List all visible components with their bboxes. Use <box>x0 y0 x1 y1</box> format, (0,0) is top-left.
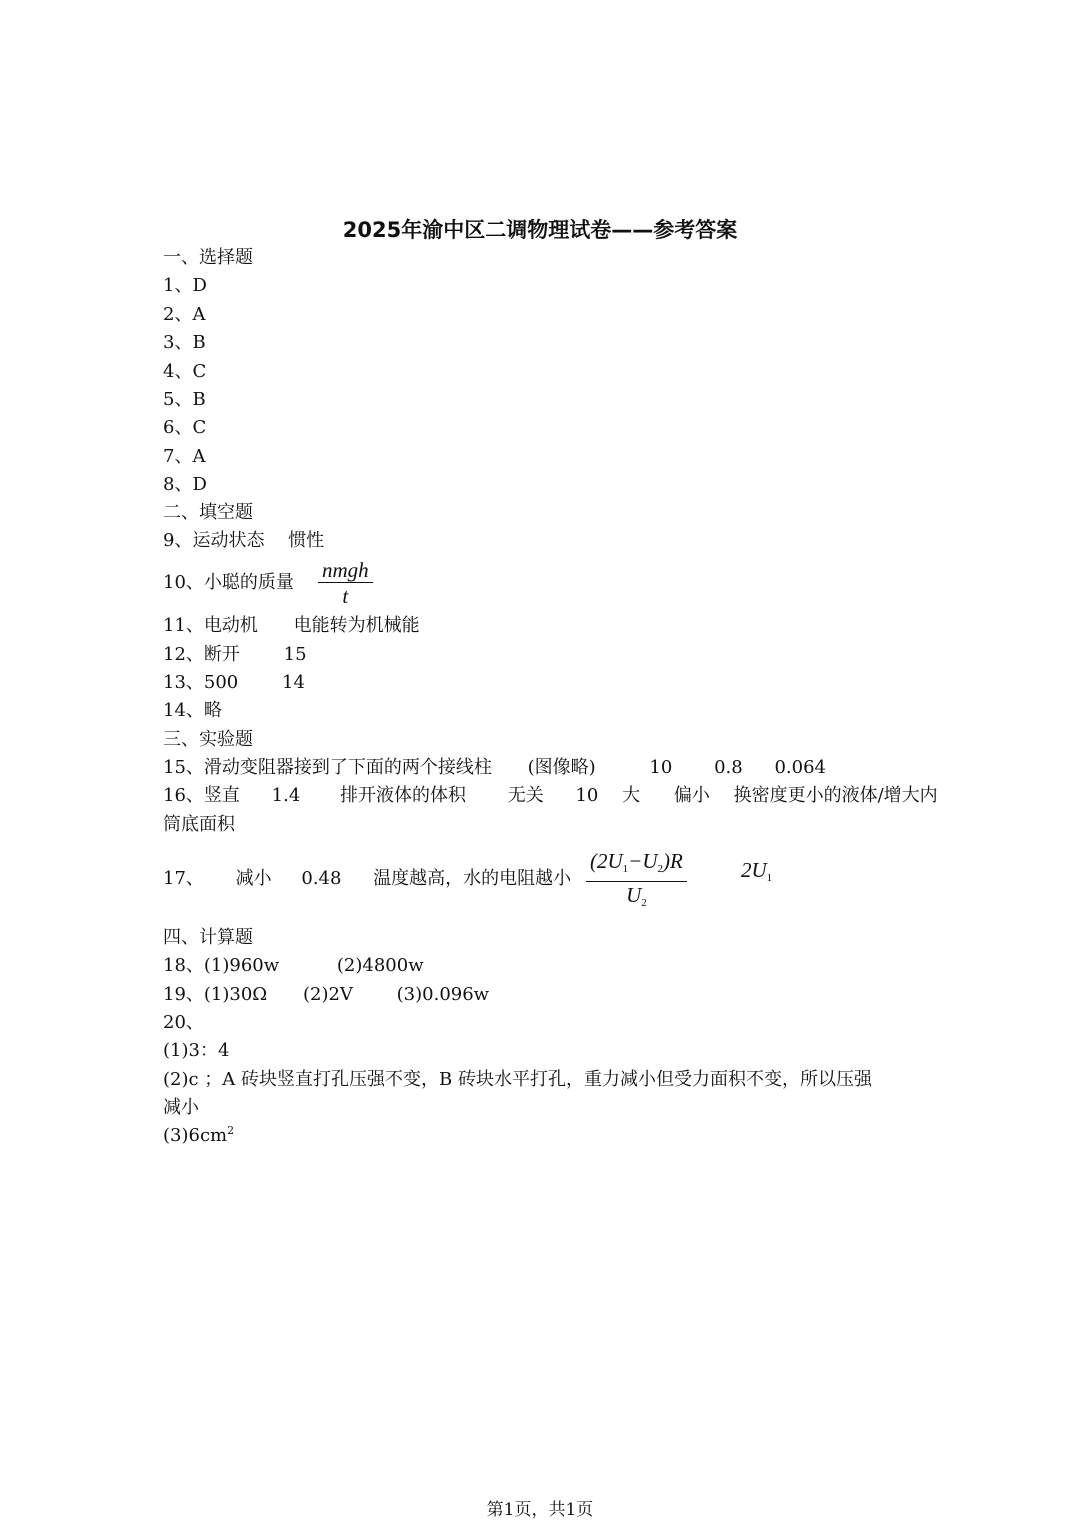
page-title: 2025年渝中区二调物理试卷——参考答案 <box>342 218 738 242</box>
answer-part: 0.064 <box>774 757 826 778</box>
answer-line-q14: 14、略 <box>163 700 222 721</box>
subscript: 1 <box>766 872 773 884</box>
answer-line-q11 <box>163 612 420 640</box>
answer-line-q20-1: (1)3：4 <box>163 1040 230 1061</box>
answer-line-q17 <box>163 865 571 893</box>
answer-part: 14 <box>282 672 305 693</box>
answer-part: 10 <box>649 757 673 778</box>
answer-part: 11、电动机 <box>163 615 258 636</box>
answer-line: 6、C <box>163 417 207 438</box>
answer-part: 0.48 <box>301 868 342 889</box>
fraction-q17 <box>586 849 687 916</box>
answer-line: 8、D <box>163 474 207 495</box>
answer-part: 减小 <box>235 868 272 889</box>
fraction-numerator: nmgh <box>322 558 369 582</box>
answer-line-q9 <box>163 527 324 555</box>
subscript: 2 <box>641 897 647 909</box>
answer-line-q15 <box>163 754 826 782</box>
answer-part: 16、竖直 <box>163 785 240 806</box>
answer-line: 1、D <box>163 275 207 296</box>
answer-part: 10 <box>575 785 599 806</box>
fraction-nmgh-over-t <box>318 558 373 609</box>
answer-line: 5、B <box>163 389 206 410</box>
answer-line: 7、A <box>163 446 206 467</box>
answer-line: 3、B <box>163 332 206 353</box>
formula-part: −U <box>628 849 658 873</box>
formula-part: 2U <box>741 858 767 882</box>
answer-part: 1.4 <box>271 785 301 806</box>
answer-part: 惯性 <box>288 530 325 551</box>
fraction-denominator <box>586 882 687 916</box>
answer-line: 4、C <box>163 361 207 382</box>
answer-part-2u1 <box>741 856 772 892</box>
answer-line-q18 <box>163 952 424 980</box>
answer-line-q20-3 <box>163 1122 234 1150</box>
answer-part: 9、运动状态 <box>163 530 265 551</box>
answer-part: 电能转为机械能 <box>293 615 420 636</box>
answer-part: (2)4800w <box>336 955 424 976</box>
answer-part: 无关 <box>507 785 544 806</box>
answer-part: 15、滑动变阻器接到了下面的两个接线柱 <box>163 757 492 778</box>
answer-part: 排开液体的体积 <box>340 785 467 806</box>
answer-line-q10: 10、小聪的质量 <box>163 572 294 593</box>
answer-part: 偏小 <box>673 785 710 806</box>
answer-part: 0.8 <box>714 757 743 778</box>
answer-line-q16 <box>163 782 938 810</box>
answer-part: (图像略) <box>527 757 596 778</box>
answer-line-q20-2: (2)c ；A 砖块竖直打孔压强不变，B 砖块水平打孔，重力减小但受力面积不变，所以压强 <box>163 1069 872 1090</box>
answer-part: (2)2V <box>302 984 353 1005</box>
answer-line-q12 <box>163 641 307 669</box>
answer-line-q16-cont: 筒底面积 <box>163 814 235 835</box>
section-heading-fill: 二、填空题 <box>163 502 253 523</box>
fraction-denominator: t <box>342 584 349 608</box>
answer-part: 13、500 <box>163 672 239 693</box>
answer-line: 2、A <box>163 304 206 325</box>
answer-line-q20: 20、 <box>163 1012 204 1033</box>
section-heading-choice: 一、选择题 <box>163 247 253 268</box>
answer-part: 15 <box>283 644 307 665</box>
answer-part: (3)0.096w <box>396 984 490 1005</box>
section-heading-calc: 四、计算题 <box>163 927 253 948</box>
subscript: 1 <box>622 863 629 875</box>
formula-part: )R <box>663 849 683 873</box>
answer-line-q13 <box>163 669 305 697</box>
answer-line-q19 <box>163 981 489 1009</box>
answer-part: (3)6cm <box>163 1125 228 1146</box>
page-footer: 第1页，共1页 <box>486 1500 594 1520</box>
answer-part: 温度越高，水的电阻越小 <box>373 868 572 889</box>
answer-part: 12、断开 <box>163 644 240 665</box>
subscript: 2 <box>657 863 664 875</box>
answer-part: 18、(1)960w <box>163 955 280 976</box>
answer-part: 17、 <box>163 868 204 889</box>
answer-line-q20-2-cont: 减小 <box>163 1097 199 1118</box>
formula-part: U <box>626 883 642 907</box>
answer-part: 19、(1)30Ω <box>163 984 268 1005</box>
formula-part: (2U <box>590 849 623 873</box>
answer-part: 换密度更小的液体/增大内 <box>733 785 938 806</box>
answer-part: 大 <box>622 785 641 806</box>
superscript: 2 <box>227 1124 235 1137</box>
section-heading-experiment: 三、实验题 <box>163 729 253 750</box>
fraction-numerator <box>586 849 687 881</box>
